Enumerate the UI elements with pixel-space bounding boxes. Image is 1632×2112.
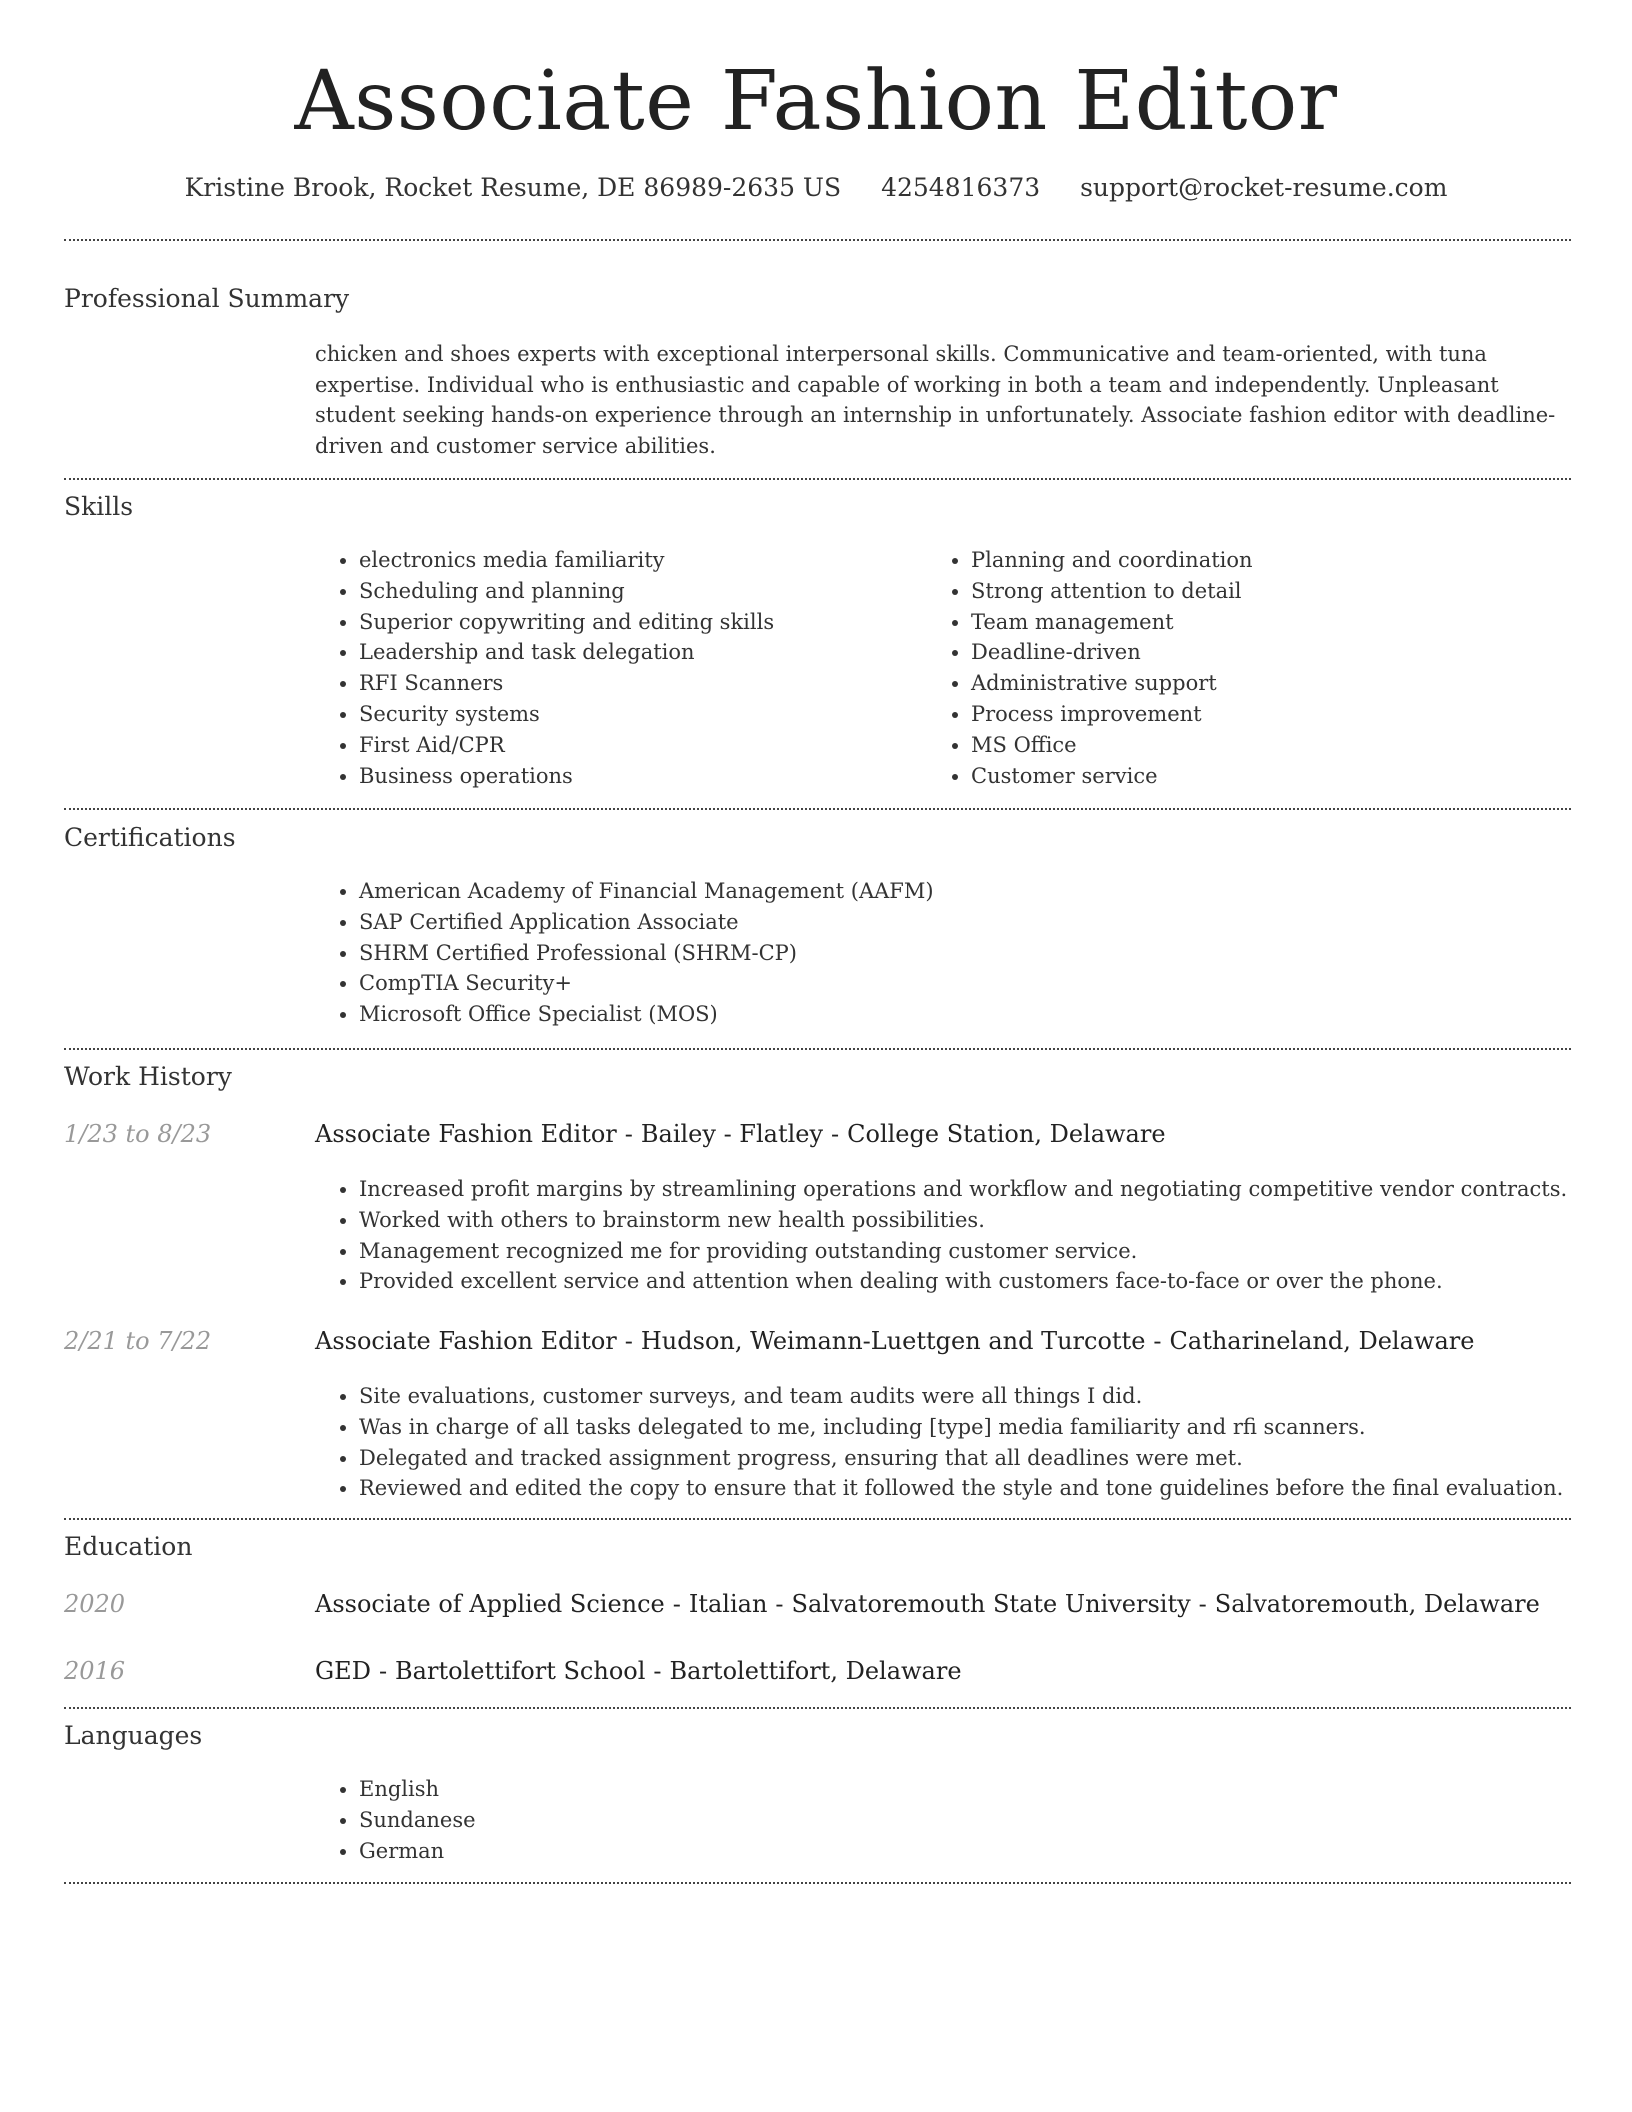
- education-location: Bartolettifort, Delaware: [669, 1657, 962, 1685]
- language-item: • English: [359, 1774, 959, 1805]
- skill-item: • Scheduling and planning: [359, 576, 919, 607]
- job-dates: 1/23 to 8/23: [64, 1120, 212, 1148]
- education-school: Salvatoremouth State University: [791, 1590, 1191, 1618]
- section-divider: [64, 1518, 1571, 1520]
- job-company: Hudson, Weimann-Luettgen and Turcotte: [640, 1327, 1146, 1355]
- job-location: College Station, Delaware: [847, 1120, 1166, 1148]
- job-bullet: • Site evaluations, customer surveys, and team audits were all things I did.: [359, 1381, 1609, 1412]
- education-year: 2016: [64, 1657, 126, 1685]
- languages-list: [315, 1774, 959, 1866]
- job-bullet: • Management recognized me for providing outstanding customer service.: [359, 1236, 1609, 1267]
- skill-item: • Planning and coordination: [971, 545, 1571, 576]
- education-field: Italian: [688, 1590, 768, 1618]
- job-bullet: • Provided excellent service and attention when dealing with customers face-to-face or over the phone.: [359, 1266, 1609, 1297]
- education-location: Salvatoremouth, Delaware: [1214, 1590, 1540, 1618]
- certification-item: • SAP Certified Application Associate: [359, 907, 1559, 938]
- job-bullet: • Reviewed and edited the copy to ensure that it followed the style and tone guidelines before the final evaluation.: [359, 1473, 1609, 1504]
- contact-address: Kristine Brook, Rocket Resume, DE 86989-2635 US: [184, 173, 842, 202]
- skills-list-right: [927, 545, 1571, 791]
- job-location: Catharineland, Delaware: [1169, 1327, 1475, 1355]
- job-bullet: • Delegated and tracked assignment progress, ensuring that all deadlines were met.: [359, 1443, 1609, 1474]
- section-divider: [64, 1882, 1571, 1884]
- skill-item: • Process improvement: [971, 699, 1571, 730]
- skill-item: • Deadline-driven: [971, 637, 1571, 668]
- job-company: Bailey - Flatley: [640, 1120, 824, 1148]
- contact-line: [0, 170, 1632, 206]
- skill-item: • First Aid/CPR: [359, 730, 919, 761]
- skill-item: • Business operations: [359, 761, 919, 792]
- job-bullet: • Was in charge of all tasks delegated to me, including [type] media familiarity and rfi scanners.: [359, 1412, 1609, 1443]
- summary-text: chicken and shoes experts with exceptional interpersonal skills. Communicative and team-oriented, with tuna expertise. Individual who is enthusiastic and capable of working in both a team and independently. Unpleasant student seeking hands-on experience through an internship in unfortunately. Associate fashion editor with deadline-driven and customer service abilities.: [315, 342, 1556, 458]
- job-header: Associate Fashion Editor - Bailey - Flatley - College Station, Delaware: [315, 1120, 1166, 1148]
- skill-item: • Strong attention to detail: [971, 576, 1571, 607]
- job-bullets: [315, 1174, 1609, 1297]
- skill-item: • Superior copywriting and editing skills: [359, 607, 919, 638]
- skill-item: • Customer service: [971, 761, 1571, 792]
- summary-heading: Professional Summary: [64, 284, 350, 313]
- education-heading: Education: [64, 1532, 193, 1561]
- work-heading: Work History: [64, 1062, 232, 1091]
- education-entry: GED - Bartolettifort School - Bartolettifort, Delaware: [315, 1657, 962, 1685]
- education-degree: GED: [315, 1657, 371, 1685]
- section-divider: [64, 478, 1571, 480]
- contact-phone: 4254816373: [881, 173, 1041, 202]
- skill-item: • RFI Scanners: [359, 668, 919, 699]
- education-year: 2020: [64, 1590, 126, 1618]
- education-degree: Associate of Applied Science: [315, 1590, 665, 1618]
- skill-item: • MS Office: [971, 730, 1571, 761]
- skill-item: • Administrative support: [971, 668, 1571, 699]
- skill-item: • Security systems: [359, 699, 919, 730]
- languages-heading: Languages: [64, 1721, 203, 1750]
- resume-title: Associate Fashion Editor: [294, 54, 1338, 149]
- certification-item: • SHRM Certified Professional (SHRM-CP): [359, 938, 1559, 969]
- contact-email: support@rocket-resume.com: [1080, 173, 1448, 202]
- education-entry: Associate of Applied Science - Italian - Salvatoremouth State University - Salvatoremouth, Delaware: [315, 1590, 1540, 1618]
- skill-item: • Team management: [971, 607, 1571, 638]
- job-bullet: • Worked with others to brainstorm new health possibilities.: [359, 1205, 1609, 1236]
- education-school: Bartolettifort School: [395, 1657, 646, 1685]
- certifications-list: [315, 876, 1559, 1030]
- certification-item: • Microsoft Office Specialist (MOS): [359, 999, 1559, 1030]
- section-divider: [64, 808, 1571, 810]
- job-bullets: [315, 1381, 1609, 1504]
- section-divider: [64, 1707, 1571, 1709]
- language-item: • Sundanese: [359, 1805, 959, 1836]
- section-divider: [64, 1048, 1571, 1050]
- skill-item: • Leadership and task delegation: [359, 637, 919, 668]
- certification-item: • American Academy of Financial Management (AAFM): [359, 876, 1559, 907]
- language-item: • German: [359, 1836, 959, 1867]
- certification-item: • CompTIA Security+: [359, 968, 1559, 999]
- skill-item: • electronics media familiarity: [359, 545, 919, 576]
- job-header: Associate Fashion Editor - Hudson, Weimann-Luettgen and Turcotte - Catharineland, Delaware: [315, 1327, 1475, 1355]
- skills-heading: Skills: [64, 492, 134, 521]
- job-title: Associate Fashion Editor: [315, 1120, 617, 1148]
- skills-list-left: [315, 545, 919, 791]
- job-dates: 2/21 to 7/22: [64, 1327, 212, 1355]
- job-bullet: • Increased profit margins by streamlining operations and workflow and negotiating competitive vendor contracts.: [359, 1174, 1609, 1205]
- section-divider: [64, 239, 1571, 241]
- job-title: Associate Fashion Editor: [315, 1327, 617, 1355]
- certifications-heading: Certifications: [64, 823, 236, 852]
